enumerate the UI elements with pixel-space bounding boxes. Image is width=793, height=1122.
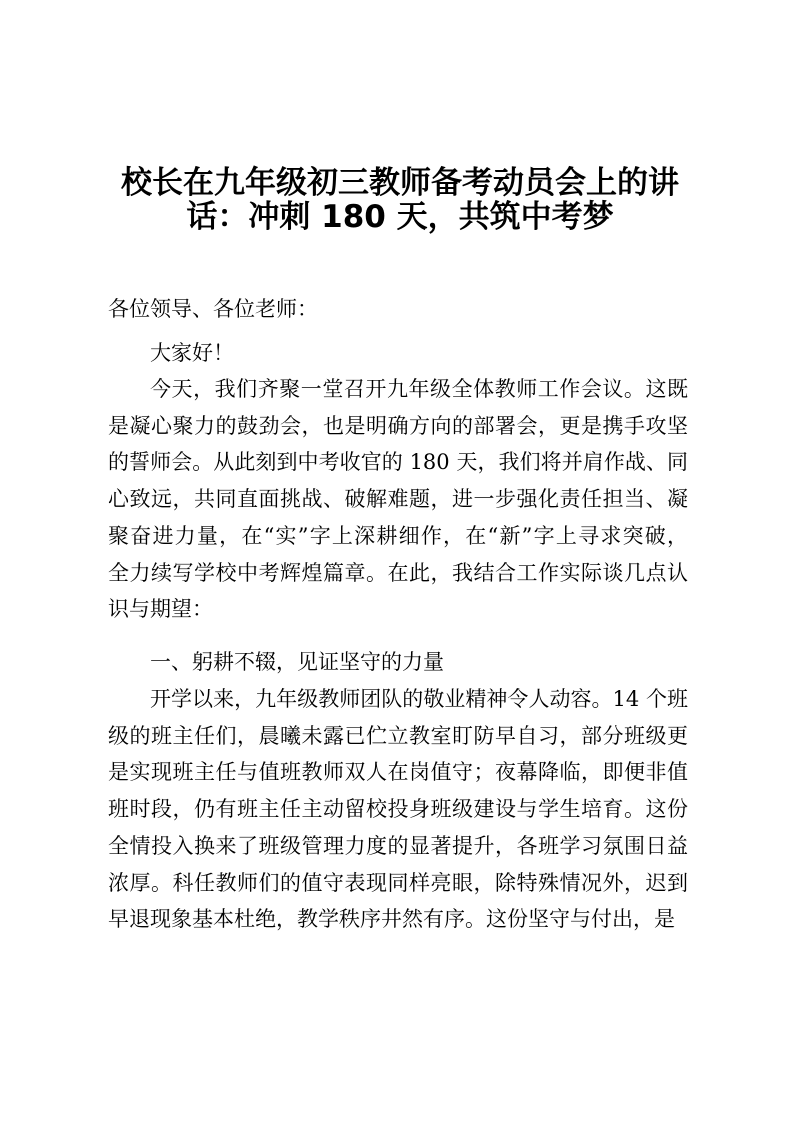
text-line: 全力续写学校中考辉煌篇章。在此，我结合工作实际谈几点认	[108, 560, 688, 585]
text-line: 今天，我们齐聚一堂召开九年级全体教师工作会议。这既	[150, 377, 688, 401]
text-line: 全情投入换来了班级管理力度的显著提升，各班学习氛围日益	[108, 833, 688, 858]
text-line: 是凝心聚力的鼓劲会，也是明确方向的部署会，更是携手攻坚	[108, 413, 688, 438]
text-line: 浓厚。科任教师们的值守表现同样亮眼，除特殊情况外，迟到	[108, 870, 688, 895]
text-line: 早退现象基本杜绝，教学秩序井然有序。这份坚守与付出，是	[108, 907, 675, 932]
text-line: 是实现班主任与值班教师双人在岗值守；夜幕降临，即便非值	[108, 760, 688, 785]
section-1-heading: 一、躬耕不辍，见证坚守的力量	[150, 650, 444, 674]
text-line: 开学以来，九年级教师团队的敬业精神令人动容。14 个班	[150, 687, 688, 711]
text-line: 的誓师会。从此刻到中考收官的 180 天，我们将并肩作战、同	[108, 450, 688, 475]
text-line: 识与期望：	[108, 597, 213, 622]
text-line: 聚奋进力量，在“实”字上深耕细作，在“新”字上寻求突破，	[108, 523, 688, 548]
greeting: 大家好！	[150, 341, 234, 365]
text-line: 心致远，共同直面挑战、破解难题，进一步强化责任担当、凝	[108, 487, 688, 512]
salutation: 各位领导、各位老师：	[108, 297, 318, 321]
text-line: 班时段，仍有班主任主动留校投身班级建设与学生培育。这份	[108, 797, 688, 822]
document-title-line-2: 话：冲刺 180 天，共筑中考梦	[186, 199, 614, 235]
text-line: 级的班主任们，晨曦未露已伫立教室盯防早自习，部分班级更	[108, 723, 688, 748]
document-title-line-1: 校长在九年级初三教师备考动员会上的讲	[121, 165, 679, 201]
